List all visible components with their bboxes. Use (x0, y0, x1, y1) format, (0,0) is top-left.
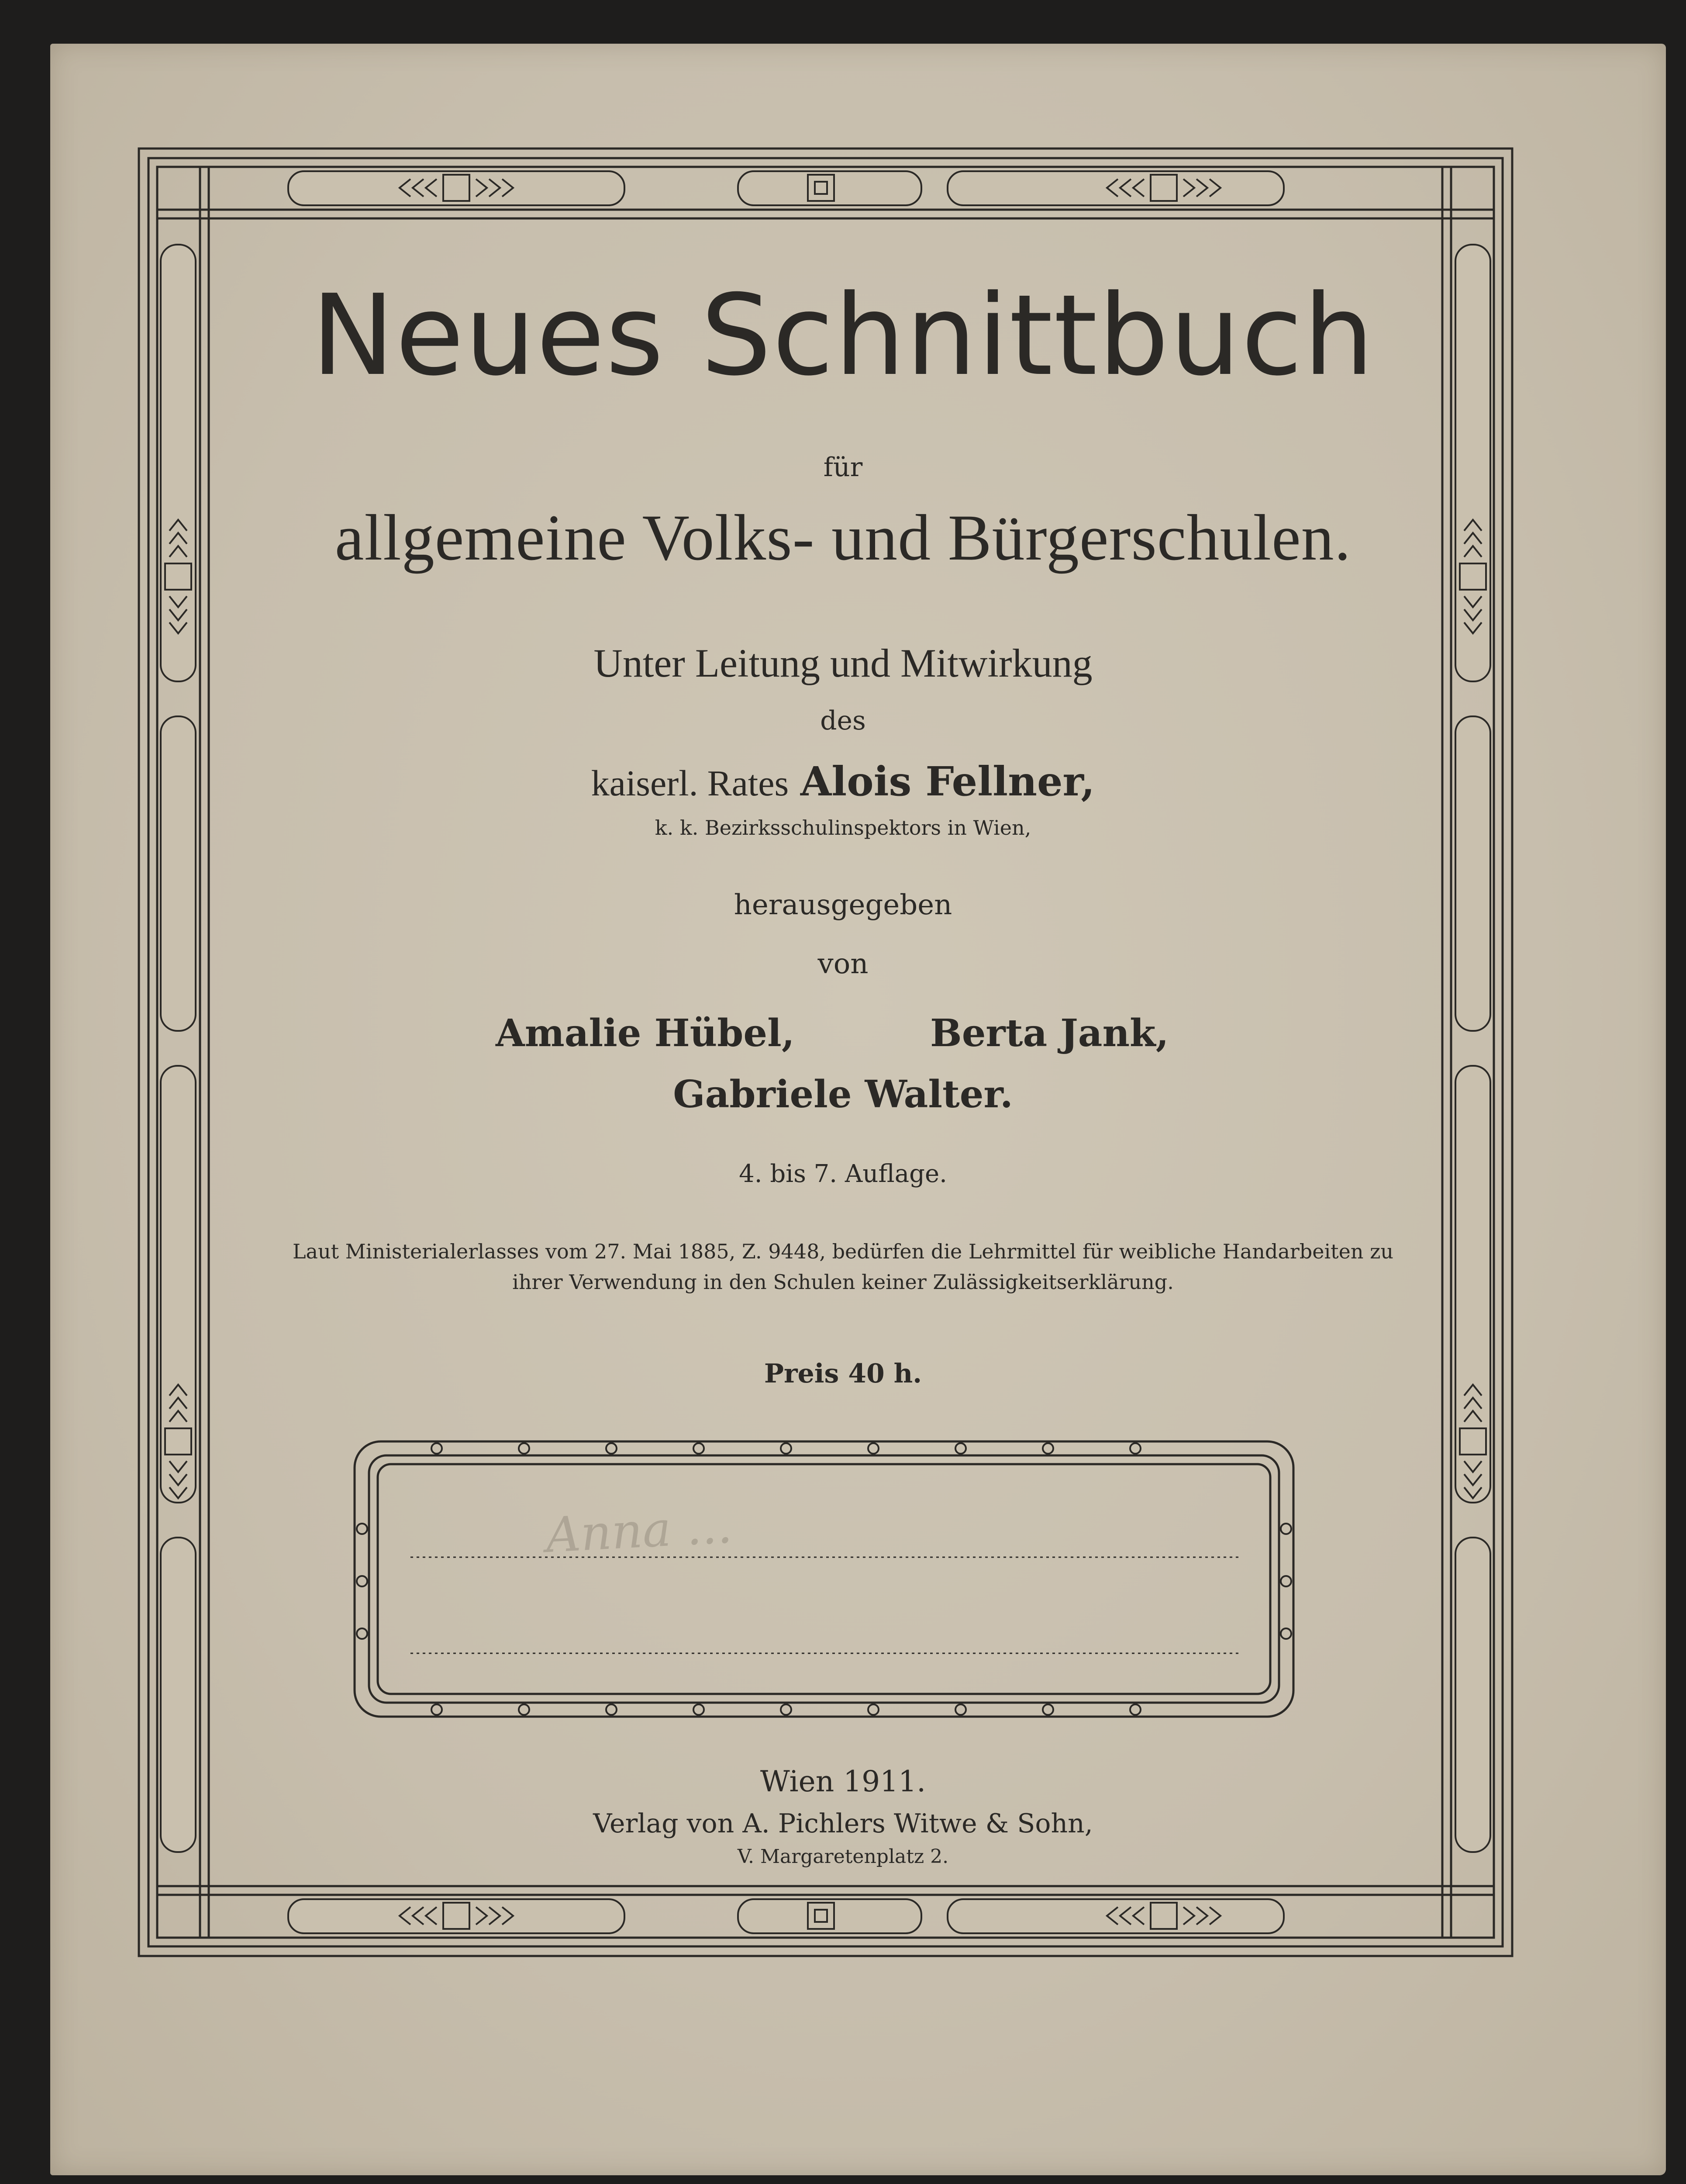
rates-prefix: kaiserl. Rates (591, 763, 789, 804)
leitung-line: Unter Leitung und Mitwirkung (593, 641, 1093, 685)
left-ornaments (161, 245, 196, 1852)
von-text: von (817, 948, 869, 980)
subtitle: allgemeine Volks- und Bürgerschulen. (334, 501, 1352, 574)
author-1: Amalie Hübel, (496, 1011, 795, 1055)
write-lines (410, 1557, 1240, 1653)
faint-signature: Anna ... (544, 1497, 734, 1564)
author-2: Berta Jank, (930, 1011, 1169, 1055)
book-title: Neues Schnittbuch (311, 271, 1375, 401)
note-line-2: ihrer Verwendung in den Schulen keiner Zulässigkeitserklärung. (512, 1270, 1174, 1294)
place-year: Wien 1911. (760, 1765, 926, 1798)
ministerial-note (0, 1236, 1686, 1297)
inspektor-line: k. k. Bezirksschulinspektors in Wien, (655, 816, 1031, 840)
right-ornaments (1455, 245, 1490, 1852)
rates-line (0, 758, 1686, 805)
price-line: Preis 40 h. (764, 1358, 922, 1389)
des-text: des (820, 705, 866, 736)
author-3: Gabriele Walter. (673, 1072, 1013, 1116)
address-line: V. Margaretenplatz 2. (737, 1845, 949, 1868)
rates-name: Alois Fellner, (800, 758, 1095, 805)
note-line-1: Laut Ministerialerlasses vom 27. Mai 1885, Z. 9448, bedürfen die Lehrmittel für weibliche Handarbeiten zu (293, 1240, 1393, 1263)
herausgegeben-text: herausgegeben (734, 889, 952, 921)
name-label-box (355, 1441, 1293, 1717)
fuer-text: für (823, 452, 863, 483)
edition-line: 4. bis 7. Auflage. (739, 1160, 947, 1188)
publisher-line: Verlag von A. Pichlers Witwe & Sohn, (593, 1808, 1093, 1839)
